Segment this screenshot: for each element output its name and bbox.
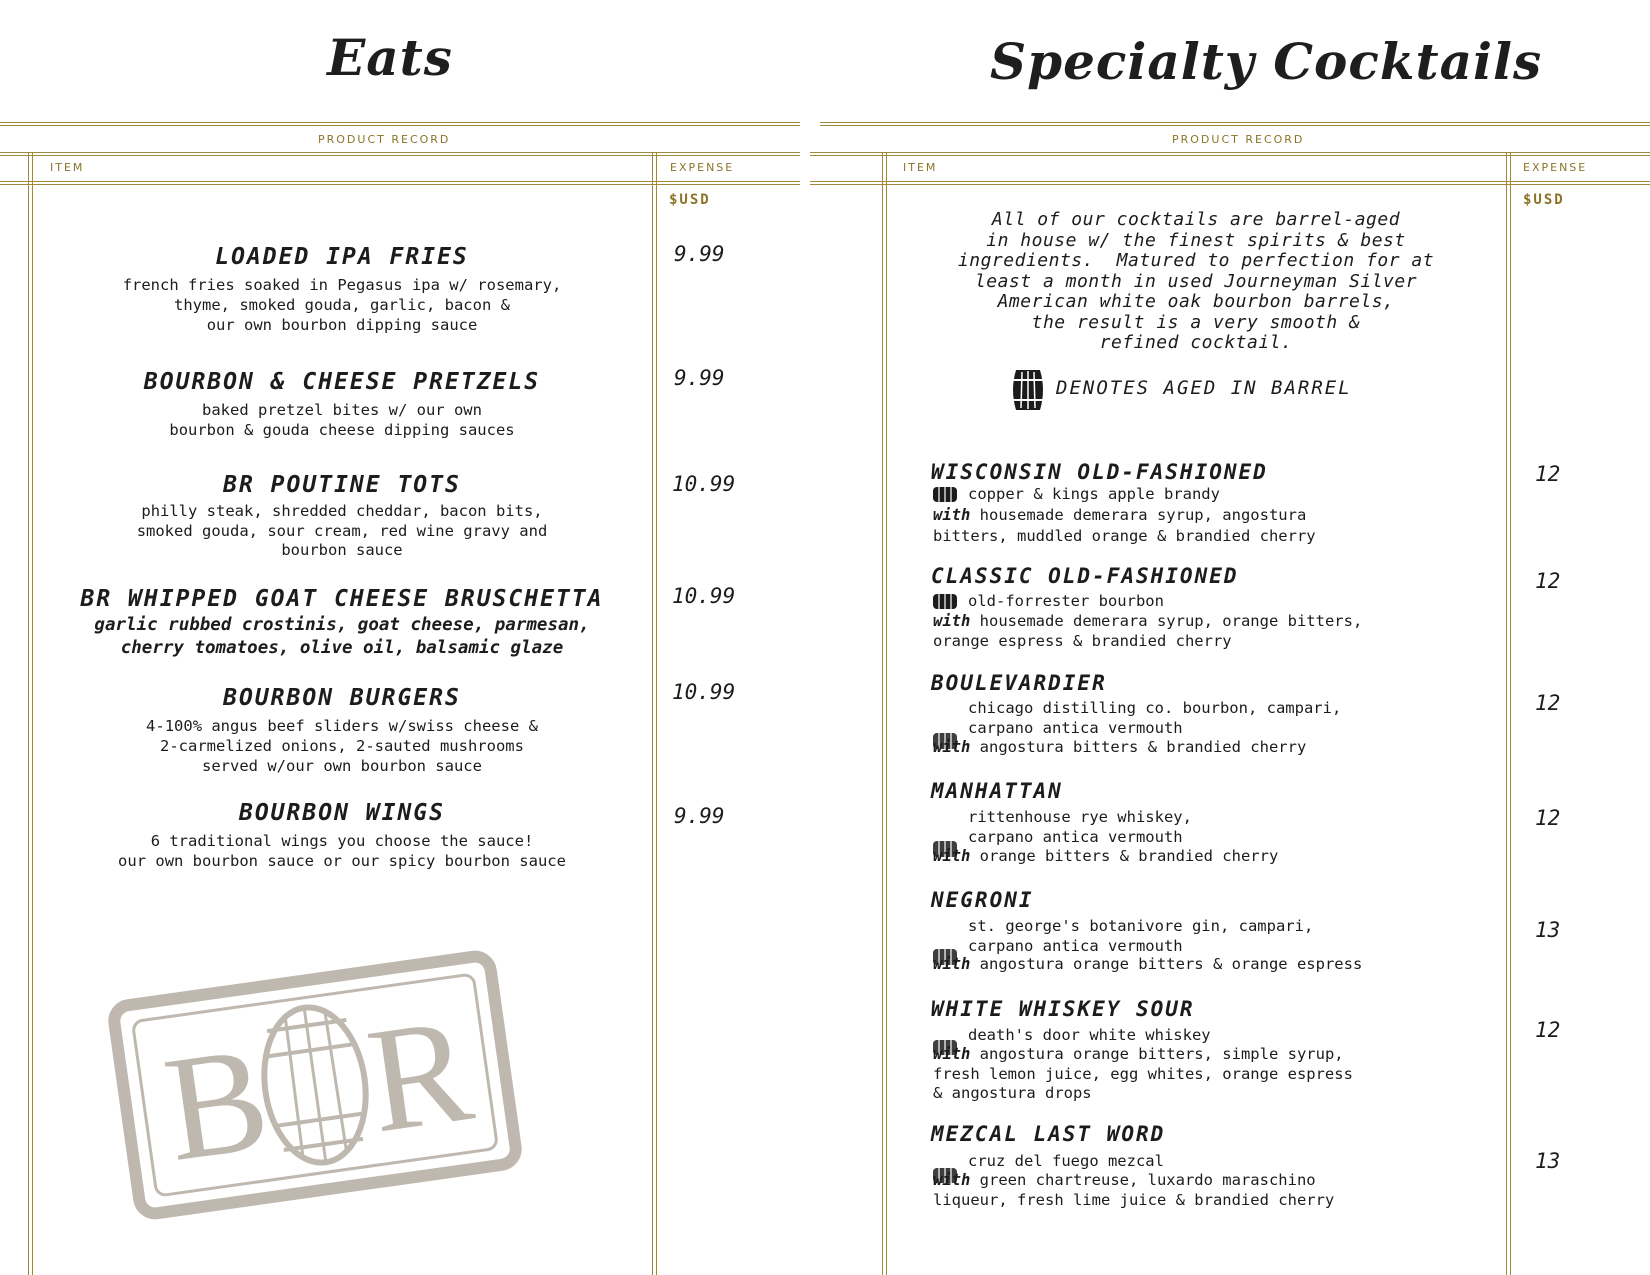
- column-divider: [32, 152, 33, 1275]
- cocktail-ingredients: angostura orange bitters & orange espress: [979, 955, 1363, 973]
- cocktail-name: BOULEVARDIER: [931, 671, 1107, 695]
- cocktail-base: old-forrester bourbon: [968, 592, 1164, 610]
- menu-item-name: LOADED IPA FRIES: [215, 244, 469, 270]
- menu-item-name: BOURBON BURGERS: [223, 685, 461, 711]
- menu-item-price: 10.99: [672, 680, 736, 704]
- cocktail-ingredients: bitters, muddled orange & brandied cherry: [933, 527, 1316, 545]
- cocktail-ingredients: orange espress & brandied cherry: [933, 632, 1232, 650]
- column-divider: [1506, 152, 1507, 1275]
- cocktail-base: rittenhouse rye whiskey,: [968, 808, 1192, 826]
- cocktail-ingredients: housemade demerara syrup, angostura: [979, 506, 1307, 524]
- menu-item-description: 4-100% angus beef sliders w/swiss cheese & 2-carmelized onions, 2-sauted mushrooms served w/our own bourbon sauce: [146, 717, 538, 775]
- cocktail-base: death's door white whiskey: [968, 1026, 1211, 1044]
- menu-item-price: 9.99: [674, 242, 725, 266]
- cocktail-with-line: [933, 612, 1362, 630]
- with-label: with: [933, 847, 971, 865]
- column-divider: [656, 152, 657, 1275]
- rule: [0, 181, 800, 182]
- item-column-header: ITEM: [50, 161, 85, 174]
- cocktail-base: cruz del fuego mezcal: [968, 1152, 1164, 1170]
- cocktail-ingredients: liqueur, fresh lime juice & brandied cherry: [933, 1191, 1335, 1209]
- menu-item-name: BR POUTINE TOTS: [223, 472, 461, 498]
- br-stamp-logo: [105, 935, 525, 1235]
- cocktail-price: 12: [1535, 1018, 1561, 1042]
- cocktail-with-line: [933, 738, 1306, 756]
- expense-column-header: EXPENSE: [670, 161, 735, 174]
- cocktails-intro: All of our cocktails are barrel-aged in house w/ the finest spirits & best ingredients. Matured to perfection for at least a month in used Journeyman Silver American white oak bourbon barrels, the result is a very smooth & refined cocktail.: [957, 209, 1435, 353]
- expense-column-header: EXPENSE: [1523, 161, 1588, 174]
- cocktail-ingredients: green chartreuse, luxardo maraschino: [979, 1171, 1316, 1189]
- menu-item-price: 10.99: [672, 472, 736, 496]
- cocktail-ingredients: angostura orange bitters, simple syrup,: [979, 1045, 1344, 1063]
- menu-item-description: 6 traditional wings you choose the sauce! our own bourbon sauce or our spicy bourbon sauce: [118, 832, 566, 870]
- cocktail-with-line: [933, 1171, 1316, 1189]
- barrel-icon: [933, 594, 957, 613]
- rule: [820, 122, 1650, 123]
- currency-label: $USD: [669, 192, 711, 208]
- svg-text:R: R: [358, 986, 481, 1165]
- menu-item-price: 9.99: [674, 366, 725, 390]
- cocktail-name: WHITE WHISKEY SOUR: [931, 997, 1195, 1021]
- product-record-label: PRODUCT RECORD: [318, 133, 451, 146]
- rule: [0, 152, 800, 153]
- rule: [0, 125, 800, 126]
- denotes-aged-label: DENOTES AGED IN BARREL: [1056, 377, 1352, 399]
- cocktail-base: carpano antica vermouth: [968, 937, 1183, 955]
- cocktail-with-line: [933, 506, 1306, 524]
- rule: [0, 184, 800, 185]
- cocktail-price: 13: [1535, 918, 1561, 942]
- cocktail-with-line: [933, 847, 1278, 865]
- cocktail-base: copper & kings apple brandy: [968, 485, 1220, 503]
- rule: [810, 155, 1650, 156]
- with-label: with: [933, 738, 971, 756]
- menu-item-name: BR WHIPPED GOAT CHEESE BRUSCHETTA: [80, 586, 604, 612]
- menu-item-price: 10.99: [672, 584, 736, 608]
- rule: [810, 181, 1650, 182]
- cocktail-with-line: [933, 955, 1362, 973]
- cocktail-name: MEZCAL LAST WORD: [931, 1122, 1166, 1146]
- column-divider: [886, 152, 887, 1275]
- rule: [810, 152, 1650, 153]
- cocktail-with-line: [933, 1045, 1344, 1063]
- cocktail-price: 12: [1535, 569, 1561, 593]
- cocktail-ingredients: fresh lemon juice, egg whites, orange espress: [933, 1065, 1353, 1083]
- cocktail-price: 13: [1535, 1149, 1561, 1173]
- rule: [0, 155, 800, 156]
- with-label: with: [933, 955, 971, 973]
- menu-item-description: baked pretzel bites w/ our own bourbon & gouda cheese dipping sauces: [169, 401, 515, 439]
- with-label: with: [933, 506, 971, 524]
- with-label: with: [933, 612, 971, 630]
- cocktail-name: WISCONSIN OLD-FASHIONED: [931, 460, 1268, 484]
- cocktail-base: carpano antica vermouth: [968, 719, 1183, 737]
- menu-item-name: BOURBON & CHEESE PRETZELS: [143, 369, 541, 395]
- cocktail-name: CLASSIC OLD-FASHIONED: [931, 564, 1239, 588]
- cocktail-name: MANHATTAN: [931, 779, 1063, 803]
- cocktail-price: 12: [1535, 806, 1561, 830]
- product-record-label: PRODUCT RECORD: [1172, 133, 1305, 146]
- cocktail-ingredients: & angostura drops: [933, 1084, 1092, 1102]
- cocktail-price: 12: [1535, 691, 1561, 715]
- item-column-header: ITEM: [903, 161, 938, 174]
- cocktail-ingredients: housemade demerara syrup, orange bitters,: [979, 612, 1363, 630]
- menu-item-description: garlic rubbed crostinis, goat cheese, parmesan, cherry tomatoes, olive oil, balsamic glaze: [94, 615, 590, 658]
- cocktails-title: Specialty Cocktails: [990, 32, 1543, 91]
- cocktail-base: chicago distilling co. bourbon, campari,: [968, 699, 1342, 717]
- svg-text:B: B: [155, 1014, 278, 1194]
- with-label: with: [933, 1045, 971, 1063]
- cocktail-ingredients: angostura bitters & brandied cherry: [979, 738, 1307, 756]
- menu-item-name: BOURBON WINGS: [238, 800, 445, 826]
- currency-label: $USD: [1523, 192, 1565, 208]
- cocktail-name: NEGRONI: [931, 888, 1034, 912]
- barrel-icon: [1010, 368, 1046, 416]
- menu-item-description: philly steak, shredded cheddar, bacon bits, smoked gouda, sour cream, red wine gravy and bourbon sauce: [136, 502, 548, 559]
- rule: [810, 184, 1650, 185]
- menu-item-description: french fries soaked in Pegasus ipa w/ rosemary, thyme, smoked gouda, garlic, bacon & our own bourbon dipping sauce: [122, 276, 562, 334]
- cocktail-base: carpano antica vermouth: [968, 828, 1183, 846]
- eats-title: Eats: [327, 28, 453, 87]
- barrel-icon: [933, 487, 957, 506]
- rule: [0, 122, 800, 123]
- menu-item-price: 9.99: [674, 804, 725, 828]
- rule: [820, 125, 1650, 126]
- column-divider: [652, 152, 653, 1275]
- column-divider: [882, 152, 883, 1275]
- cocktail-ingredients: orange bitters & brandied cherry: [979, 847, 1279, 865]
- column-divider: [1510, 152, 1511, 1275]
- cocktail-price: 12: [1535, 462, 1561, 486]
- with-label: with: [933, 1171, 971, 1189]
- cocktail-base: st. george's botanivore gin, campari,: [968, 917, 1314, 935]
- column-divider: [28, 152, 29, 1275]
